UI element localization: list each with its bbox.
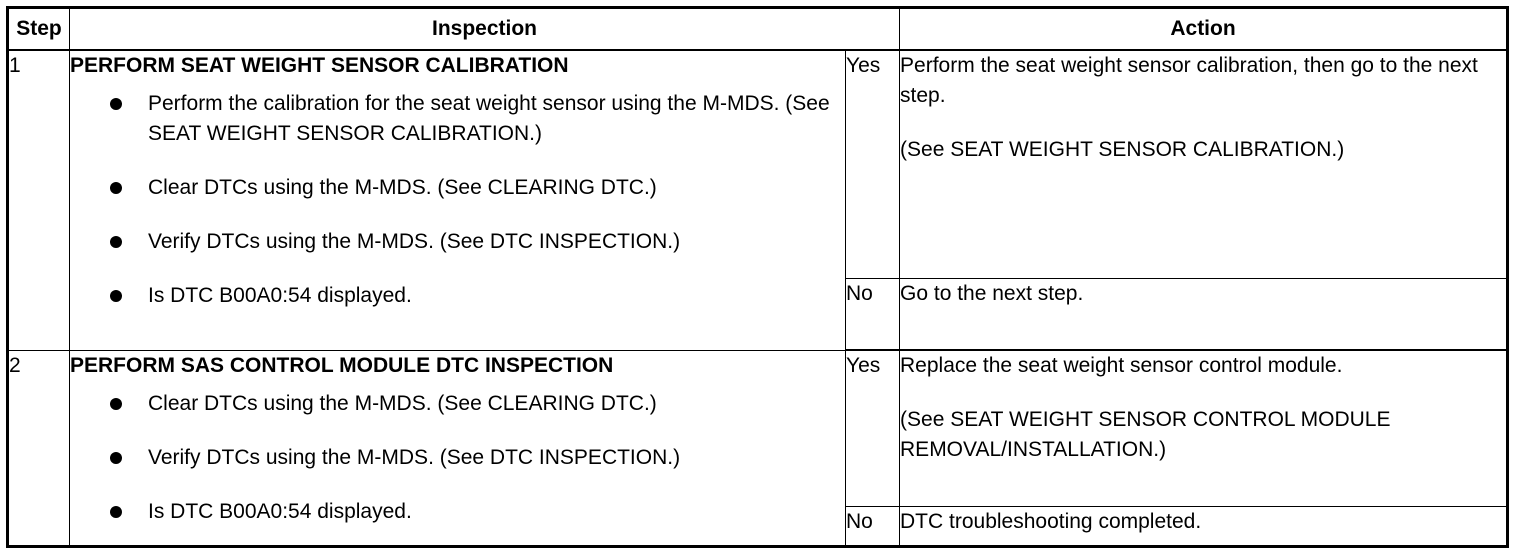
yes-action-cell — [900, 50, 1508, 278]
bullet-icon — [110, 290, 122, 302]
bullet-text: Clear DTCs using the M-MDS. (See CLEARING DTC.) — [148, 176, 657, 199]
bullet-item — [108, 173, 845, 203]
step-header: Step — [8, 8, 70, 51]
bullet-text: Clear DTCs using the M-MDS. (See CLEARING DTC.) — [148, 391, 657, 415]
procedure-table — [6, 6, 1509, 548]
bullet-text: Perform the calibration for the seat weight sensor using the M-MDS. (See SEAT WEIGHT SENSOR CALIBRATION.) — [148, 92, 830, 145]
bullet-item — [108, 497, 845, 527]
bullet-item — [108, 89, 845, 149]
yes-label: Yes — [846, 350, 900, 506]
inspection-bullets — [70, 389, 845, 527]
inspection-header: Inspection — [70, 8, 900, 51]
bullet-icon — [110, 236, 122, 248]
step-1-yes-row — [8, 50, 1508, 278]
no-label: No — [846, 506, 900, 547]
bullet-icon — [110, 398, 122, 410]
step-number: 2 — [8, 350, 70, 547]
no-action: Go to the next step. — [900, 278, 1508, 350]
action-text: Perform the seat weight sensor calibration, then go to the next step. — [900, 54, 1478, 107]
bullet-text: Is DTC B00A0:54 displayed. — [148, 499, 412, 523]
bullet-item — [108, 281, 845, 311]
yes-action-cell — [900, 350, 1508, 506]
bullet-item — [108, 389, 845, 419]
no-action: DTC troubleshooting completed. — [900, 506, 1508, 547]
action-header: Action — [900, 8, 1508, 51]
bullet-icon — [110, 452, 122, 464]
inspection-cell — [70, 350, 846, 547]
inspection-title: PERFORM SEAT WEIGHT SENSOR CALIBRATION — [70, 54, 569, 77]
bullet-icon — [110, 506, 122, 518]
action-reference: (See SEAT WEIGHT SENSOR CALIBRATION.) — [900, 138, 1345, 161]
bullet-text: Is DTC B00A0:54 displayed. — [148, 284, 412, 307]
bullet-text: Verify DTCs using the M-MDS. (See DTC INSPECTION.) — [148, 230, 681, 253]
step-2-yes-row — [8, 350, 1508, 506]
bullet-text: Verify DTCs using the M-MDS. (See DTC INSPECTION.) — [148, 445, 681, 469]
inspection-bullets — [70, 89, 845, 311]
no-label: No — [846, 278, 900, 350]
bullet-item — [108, 227, 845, 257]
inspection-cell — [70, 50, 846, 350]
bullet-icon — [110, 98, 122, 110]
inspection-title: PERFORM SAS CONTROL MODULE DTC INSPECTION — [70, 353, 614, 377]
step-number: 1 — [8, 50, 70, 350]
bullet-item — [108, 443, 845, 473]
yes-label: Yes — [846, 50, 900, 278]
action-text: Replace the seat weight sensor control module. — [900, 354, 1343, 377]
bullet-icon — [110, 182, 122, 194]
header-row — [8, 8, 1508, 51]
action-reference: (See SEAT WEIGHT SENSOR CONTROL MODULE REMOVAL/INSTALLATION.) — [900, 408, 1391, 461]
